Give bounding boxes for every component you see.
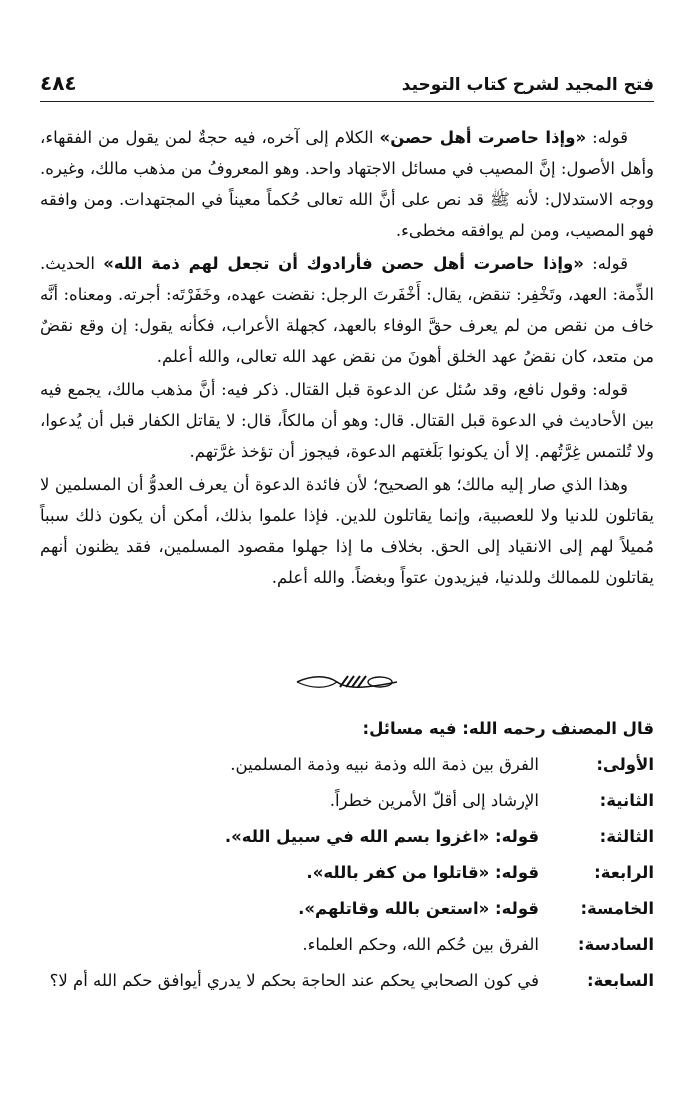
quoted-hadith: «وإذا حاصرت أهل حصن» xyxy=(379,128,587,147)
issue-text: الفرق بين ذمة الله وذمة نبيه وذمة المسلمين. xyxy=(230,755,539,774)
commentary-body xyxy=(40,122,654,595)
section-divider-ornament xyxy=(0,670,694,694)
ornament-icon xyxy=(292,671,402,693)
issues-section xyxy=(40,716,654,1002)
paragraph-1 xyxy=(40,122,654,246)
paragraph-text: الحديث. الذِّمة: العهد، وتَخْفِر: تنقض، يقال: أَخْفَرتَ الرجل: نقضت عهده، وخَفَرْتَه: أجرته. ومعناه: أنَّه خاف من نقص من لم يعرف حقَّ الوفاء بالعهد، كجهلة الأعراب، فكأنه يقول: إن وقع نقضٌ من متعد، كان نقضُ عهد الخلق أهونَ من نقض عهد الله تعالى، والله أعلم. xyxy=(40,254,654,366)
issue-text: قوله: «اغزوا بسم الله في سبيل الله». xyxy=(224,827,539,846)
page-header xyxy=(40,62,654,102)
issue-row xyxy=(40,858,654,888)
issue-row xyxy=(40,750,654,780)
issue-label: الثالثة: xyxy=(599,827,654,846)
issue-label: الأولى: xyxy=(596,755,654,774)
page-number: ٤٨٤ xyxy=(40,71,77,95)
issue-text: في كون الصحابي يحكم عند الحاجة بحكم لا يدري أيوافق حكم الله أم لا؟ xyxy=(49,971,539,990)
issue-label: الثانية: xyxy=(599,791,654,810)
quoted-hadith: «وإذا حاصرت أهل حصن فأرادوك أن تجعل لهم ذمة الله» xyxy=(103,254,584,273)
issue-label: الخامسة: xyxy=(580,899,654,918)
book-title: فتح المجيد لشرح كتاب التوحيد xyxy=(401,75,654,95)
issues-title: قال المصنف رحمه الله: فيه مسائل: xyxy=(362,719,654,738)
paragraph-text: الكلام إلى آخره، فيه حجةٌ لمن يقول من الفقهاء، وأهل الأصول: إنَّ المصيب في مسائل الاجتهاد واحد. وهو المعروفُ من مذهب مالك، وغيره. ووجه الاستدلال: لأنه ﷺ قد نص على أنَّ الله تعالى حُكماً معيناً في المجتهدات. ومن وافقه فهو المصيب، ومن لم يوافقه مخطىء. xyxy=(40,128,654,240)
issue-label: السابعة: xyxy=(587,971,654,990)
paragraph-4 xyxy=(40,469,654,593)
paragraph-text: وهذا الذي صار إليه مالك؛ هو الصحيح؛ لأن فائدة الدعوة أن يعرف العدوُّ أن المسلمين لا يقاتلون للدنيا ولا للعصبية، وإنما يقاتلون للدين. فإذا علموا بذلك، أمكن أن يكون ذلك سبباً مُميلاً لهم إلى الانقياد إلى الحق. بخلاف ما إذا جهلوا مقصود المسلمين، فقد يظنون أنهم يقاتلون للممالك وللدنيا، فيزيدون عتواً وبغضاً. والله أعلم. xyxy=(40,475,654,587)
paragraph-prefix: قوله: xyxy=(583,254,628,273)
paragraph-3 xyxy=(40,374,654,467)
issue-text: قوله: «قاتلوا من كفر بالله». xyxy=(306,863,539,882)
paragraph-text: قوله: وقول نافع، وقد سُئل عن الدعوة قبل القتال. ذكر فيه: أنَّ مذهب مالك، يجمع فيه بين الأحاديث في الدعوة قبل القتال. قال: وهو أن مالكاً، قال: لا يقاتل الكفار قبل أن يُدعوا، ولا تُلتمس غِرَّتُهم. إلا أن يكونوا بَلَغتهم الدعوة، فيجوز أن تؤخذ غرَّتهم. xyxy=(40,380,654,461)
issue-row xyxy=(40,966,654,996)
issue-row xyxy=(40,822,654,852)
issue-row xyxy=(40,786,654,816)
paragraph-2 xyxy=(40,248,654,372)
issue-label: الرابعة: xyxy=(594,863,654,882)
issue-row xyxy=(40,930,654,960)
issue-text: الفرق بين حُكم الله، وحكم العلماء. xyxy=(302,935,539,954)
issue-label: السادسة: xyxy=(577,935,654,954)
issue-text: قوله: «استعن بالله وقاتلهم». xyxy=(298,899,539,918)
issue-row xyxy=(40,894,654,924)
issue-text: الإرشاد إلى أقلّ الأمرين خطراً. xyxy=(329,791,539,810)
paragraph-prefix: قوله: xyxy=(586,128,628,147)
